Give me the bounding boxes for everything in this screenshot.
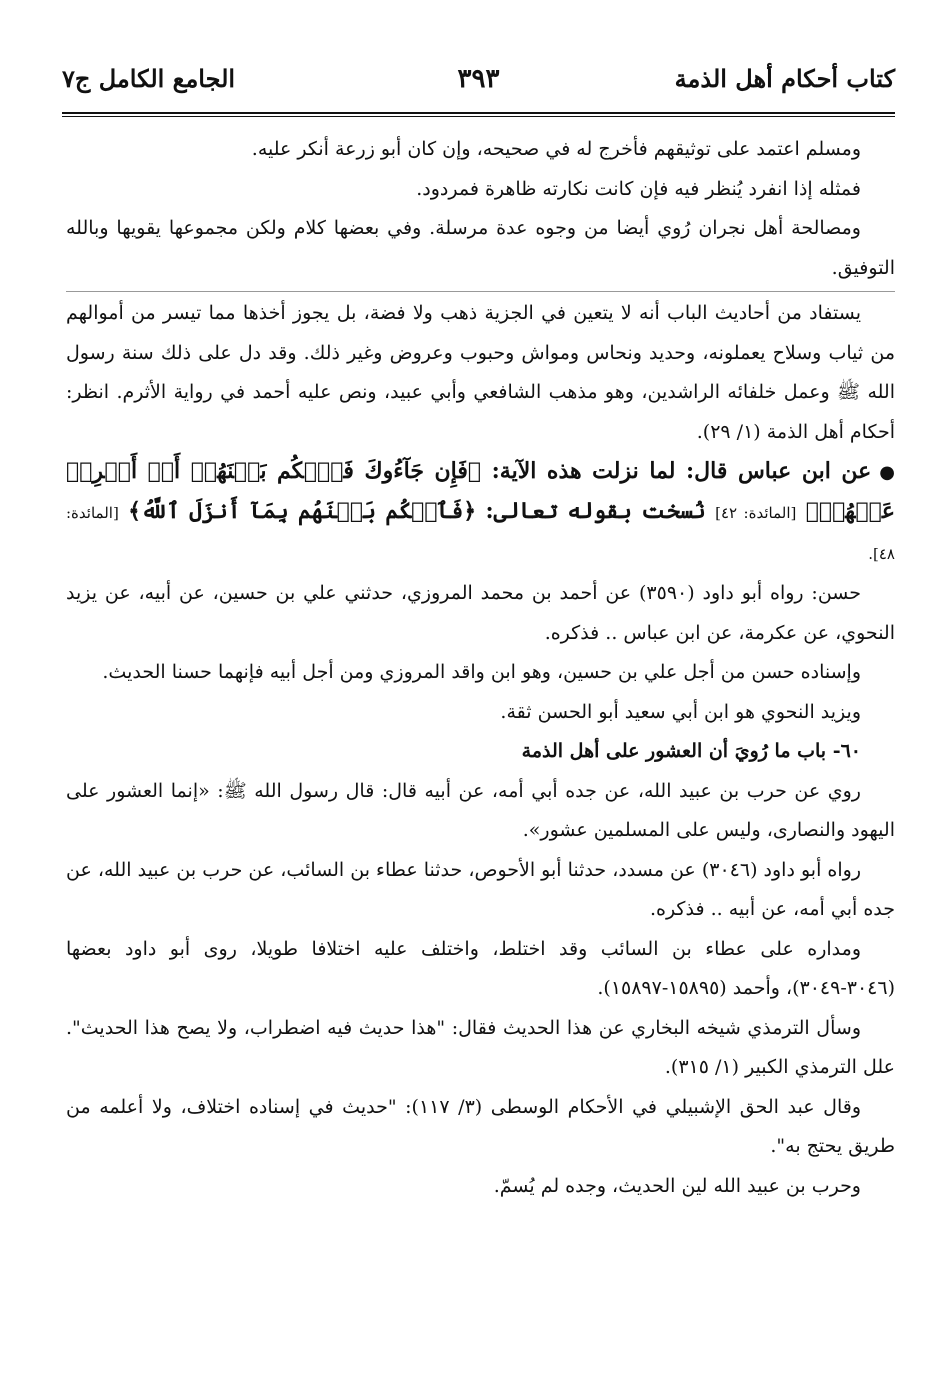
paragraph-13: وحرب بن عبيد الله لين الحديث، وجده لم يُسمّ. [493, 1174, 861, 1197]
quran-reference-2: [المائدة: ٤٨]. [66, 504, 895, 563]
paragraph-2: فمثله إذا انفرد يُنظر فيه فإن كانت نكارته ظاهرة فمردود. [416, 177, 861, 200]
header-rule-thin [62, 116, 895, 117]
paragraph-12: وقال عبد الحق الإشبيلي في الأحكام الوسطى (٣/ ١١٧): "حديث في إسناده اختلاف، ولا أعلمه من طريق يحتج به". [66, 1095, 895, 1157]
paragraph-4: يستفاد من أحاديث الباب أنه لا يتعين في الجزية ذهب ولا فضة، بل يجوز أخذها مما تيسر من أموالهم من ثياب وسلاح يعملونه، وحديد ونحاس ومواش وحبوب وعروض وغير ذلك. وقد دل على ذلك سنة رسول الله ﷺ وعمل خلفائه الراشدين، وهو مذهب الشافعي وأبي عبيد، ونص عليه أحمد في رواية الأثرم. انظر: أحكام أهل الذمة (١/ ٢٩). [66, 302, 895, 443]
page-body [66, 130, 895, 1206]
hadith-main: عن ابن عباس قال: لما نزلت هذه الآية: ﴿فَإِن جَآءُوكَ فَٱحۡكُم بَيۡنَهُمۡ أَوۡ أَعۡرِضۡ عَنۡهُمۡ﴾ [66, 458, 895, 524]
paragraph-8: روي عن حرب بن عبيد الله، عن جده أبي أمه، عن أبيه قال: قال رسول الله ﷺ: «إنما العشور على اليهود والنصارى، وليس على المسلمين عشور». [66, 779, 895, 841]
paragraph-3: ومصالحة أهل نجران رُوي أيضا من وجوه عدة مرسلة. وفي بعضها كلام ولكن مجموعها يقويها وبالله التوفيق. [66, 217, 895, 279]
header-page-number: ٣٩٣ [457, 64, 500, 94]
paragraph-10: ومداره على عطاء بن السائب وقد اختلط، واختلف عليه اختلافا طويلا، روى أبو داود بعضها (٣٠٤٦-٣٠٤٩)، وأحمد (١٥٨٩٥-١٥٨٩٧). [66, 937, 895, 999]
header-book-title: كتاب أحكام أهل الذمة [674, 64, 895, 93]
chapter-heading: ٦٠- باب ما رُويَ أن العشور على أهل الذمة [521, 740, 861, 762]
paragraph-6: وإسناده حسن من أجل علي بن حسين، وهو ابن واقد المروزي ومن أجل أبيه فإنهما حسنا الحديث. [102, 661, 861, 683]
paragraph-5: حسن: رواه أبو داود (٣٥٩٠) عن أحمد بن محمد المروزي، حدثني علي بن حسين، عن أبيه، عن يزيد النحوي، عن عكرمة، عن ابن عباس .. فذكره. [66, 582, 895, 644]
paragraph-11: وسأل الترمذي شيخه البخاري عن هذا الحديث فقال: "هذا حديث فيه اضطراب، ولا يصح هذا الحديث". علل الترمذي الكبير (١/ ٣١٥). [66, 1016, 895, 1078]
quran-reference-1: [المائدة: ٤٢] [715, 504, 797, 522]
paragraph-1: ومسلم اعتمد على توثيقهم فأخرج له في صحيحه، وإن كان أبو زرعة أنكر عليه. [251, 138, 861, 160]
hadith-mid: نُسخت بقوله تعالى: ﴿فَٱحۡكُم بَيۡنَهُم بِمَآ أَنزَلَ ٱللَّهُ﴾ [128, 498, 706, 524]
header-volume-title: الجامع الكامل ج٧ [62, 64, 236, 93]
header-rule [62, 112, 895, 114]
paragraph-9: رواه أبو داود (٣٠٤٦) عن مسدد، حدثنا أبو الأحوص، حدثنا عطاء بن السائب، عن حرب بن عبيد الله، عن جده أبي أمه، عن أبيه .. فذكره. [66, 858, 895, 920]
hadith-text [66, 452, 895, 574]
paragraph-7: ويزيد النحوي هو ابن أبي سعيد أبو الحسن ثقة. [500, 700, 861, 723]
section-separator [66, 291, 895, 292]
page-header [62, 64, 895, 104]
bullet-icon: ● [879, 462, 895, 483]
